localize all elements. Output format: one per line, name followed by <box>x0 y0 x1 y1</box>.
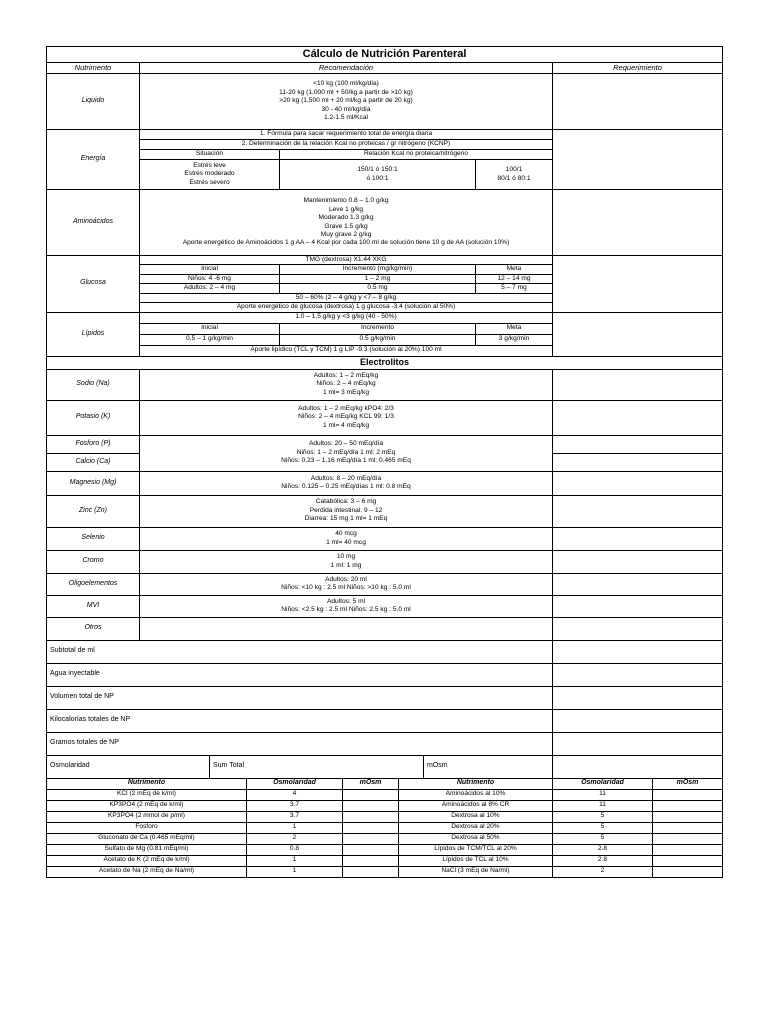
header-requirement: Requerimiento <box>553 63 723 74</box>
glucosa-meta-adultos: 5 – 7 mg <box>476 284 553 293</box>
glucosa-tmg: TMG (dextrosa) X1.44 XKG <box>140 256 553 265</box>
osmo-osmolaridad-left: 1 <box>247 855 343 866</box>
aminoacidos-recommendation: Mantenimiento 0.8 – 1.0 g/kg Leve 1 g/kg Moderado 1.3 g/kg Grave 1.5 g/kg Muy grave 2 g/kg Aporte energético de Aminoácidos 1 g AA – 4 Kcal por cada 100 ml de solución tiene 10 g de AA (solución 10%) <box>140 190 553 256</box>
osmo-osmolaridad-left: 3.7 <box>247 800 343 811</box>
selenio-requirement-cell[interactable] <box>553 527 723 550</box>
osmo-mosm-left[interactable] <box>343 822 399 833</box>
mvi-label: MVI <box>47 595 140 617</box>
energia-situations: Estrés leve Estrés moderado Estrés severo <box>140 160 280 190</box>
page-title: Cálculo de Nutrición Parenteral <box>47 47 723 63</box>
osmo-mosm-left[interactable] <box>343 844 399 855</box>
mvi-requirement-cell[interactable] <box>553 595 723 617</box>
cromo-recommendation: 10 mg 1 ml: 1 mg <box>140 550 553 573</box>
otros-label: Otros <box>47 617 140 640</box>
osmo-nutrimento-left: KCl (2 mEq de k/ml) <box>47 789 247 800</box>
energia-relacion-a: 150/1 ó 150:1 ó 100:1 <box>280 160 476 190</box>
osmo-osmolaridad-right: 11 <box>553 800 653 811</box>
sodio-recommendation: Adultos: 1 – 2 mEq/kg Niños: 2 – 4 mEq/kg 1 ml= 3 mEq/kg <box>140 369 553 400</box>
potasio-recommendation: Adultos: 1 – 2 mEq/kg kPO4: 2/3 Niños: 2 – 4 mEq/kg KCL 99: 1/3 1 ml= 4 mEq/kg <box>140 400 553 435</box>
lipidos-range: 1.0 – 1.5 g/kg y <3 g/kg (40 - 50%) <box>140 312 553 323</box>
glucosa-percent: 50 – 60% (2 – 4 g/kg y <7 – 8 g/kg <box>140 293 553 302</box>
osmo-header-mosm-1: mOsm <box>343 778 399 789</box>
subtotal-ml-value[interactable] <box>553 640 723 663</box>
osmo-mosm-left[interactable] <box>343 789 399 800</box>
agua-inyectable-label: Agua inyectable <box>47 663 553 686</box>
osmo-osmolaridad-left: 0.8 <box>247 844 343 855</box>
energia-step2: 2. Determinación de la relación Kcal no proteicas / gr nitrógeno (KCNP) <box>140 140 553 150</box>
liquido-requirement-cell[interactable] <box>553 74 723 130</box>
lipidos-col-incremento: Incremento <box>280 323 476 334</box>
osmo-nutrimento-right: Dextrosa al 20% <box>399 822 553 833</box>
osmolarity-table <box>46 778 723 878</box>
lipidos-requirement-cell[interactable] <box>553 312 723 356</box>
aminoacidos-label: Aminoácidos <box>47 190 140 256</box>
glucosa-meta-ninos: 12 – 14 mg <box>476 274 553 283</box>
energia-step1: 1. Fórmula para sacar requerimiento total de energía diaria <box>140 130 553 140</box>
energia-relacion-b: 100/1 80/1 ó 80:1 <box>476 160 553 190</box>
osmo-mosm-left[interactable] <box>343 866 399 877</box>
osmo-mosm-right[interactable] <box>653 800 723 811</box>
osmo-table-row <box>47 789 723 800</box>
osmo-table-row <box>47 822 723 833</box>
lipidos-meta: 3 g/kg/min <box>476 334 553 345</box>
oligoelementos-requirement-cell[interactable] <box>553 573 723 595</box>
otros-recommendation-cell[interactable] <box>140 617 553 640</box>
energia-col-relacion: Relación Kcal no proteica/nitrógeno <box>280 150 553 160</box>
cromo-label: Cromo <box>47 550 140 573</box>
osmo-nutrimento-left: Acetato de K (2 mEq de k/ml) <box>47 855 247 866</box>
glucosa-col-meta: Meta <box>476 265 553 274</box>
sodio-label: Sodio (Na) <box>47 369 140 400</box>
liquido-label: Liquido <box>47 74 140 130</box>
selenio-recommendation: 40 mcg 1 ml= 40 mcg <box>140 527 553 550</box>
aminoacidos-requirement-cell[interactable] <box>553 190 723 256</box>
glucosa-col-inicial: Inicial <box>140 265 280 274</box>
osmolaridad-unit: mOsm <box>424 755 553 778</box>
osmo-header-nutrimento-1: Nutrimento <box>47 778 247 789</box>
electrolitos-title: Electrolitos <box>47 356 723 369</box>
osmo-mosm-right[interactable] <box>653 789 723 800</box>
osmolaridad-value[interactable] <box>553 755 723 778</box>
glucosa-inicial-ninos: Niños: 4 -6 mg <box>140 274 280 283</box>
lipidos-incremento: 0.5 g/kg/min <box>280 334 476 345</box>
osmo-mosm-left[interactable] <box>343 811 399 822</box>
osmo-osmolaridad-right: 2.8 <box>553 855 653 866</box>
osmo-mosm-right[interactable] <box>653 822 723 833</box>
selenio-label: Selenio <box>47 527 140 550</box>
osmo-table-row <box>47 844 723 855</box>
osmo-header-mosm-2: mOsm <box>653 778 723 789</box>
glucosa-incremento-ninos: 1 – 2 mg <box>280 274 476 283</box>
osmo-osmolaridad-left: 2 <box>247 833 343 844</box>
magnesio-label: Magnesio (Mg) <box>47 471 140 495</box>
subtotal-ml-label: Subtotal de ml <box>47 640 553 663</box>
osmo-nutrimento-left: Sulfato de Mg (0.81 mEq/ml) <box>47 844 247 855</box>
osmo-mosm-left[interactable] <box>343 855 399 866</box>
calcio-requirement-cell[interactable] <box>553 453 723 471</box>
osmo-nutrimento-left: KP3PO4 (2 mEq de k/ml) <box>47 800 247 811</box>
agua-inyectable-value[interactable] <box>553 663 723 686</box>
glucosa-requirement-cell[interactable] <box>553 256 723 313</box>
osmo-osmolaridad-left: 1 <box>247 822 343 833</box>
energia-col-situacion: Situación <box>140 150 280 160</box>
zinc-label: Zinc (Zn) <box>47 495 140 527</box>
main-table <box>46 46 723 779</box>
oligoelementos-label: Oligoelementos <box>47 573 140 595</box>
gramos-totales-value[interactable] <box>553 732 723 755</box>
osmo-nutrimento-left: Fosforo <box>47 822 247 833</box>
osmo-nutrimento-right: Aminoácidos al 10% <box>399 789 553 800</box>
glucosa-aporte: Aporte energético de glucosa (dextrosa) 1 g glucosa -3.4 (solución al 50%) <box>140 303 553 312</box>
kilocalorias-totales-label: Kilocalorías totales de NP <box>47 709 553 732</box>
osmo-osmolaridad-left: 1 <box>247 866 343 877</box>
glucosa-incremento-adultos: 0.5 mg <box>280 284 476 293</box>
osmo-mosm-right[interactable] <box>653 866 723 877</box>
osmo-osmolaridad-right: 5 <box>553 833 653 844</box>
osmo-nutrimento-left: KP3PO4 (2 mmol de p/ml) <box>47 811 247 822</box>
magnesio-requirement-cell[interactable] <box>553 471 723 495</box>
osmo-table-row <box>47 800 723 811</box>
osmo-mosm-right[interactable] <box>653 833 723 844</box>
osmo-osmolaridad-right: 2.8 <box>553 844 653 855</box>
osmo-nutrimento-left: Gluconato de Ca (0.465 mEq/ml) <box>47 833 247 844</box>
kilocalorias-totales-value[interactable] <box>553 709 723 732</box>
osmo-table-row <box>47 833 723 844</box>
header-nutrient: Nutrimento <box>47 63 140 74</box>
osmo-table-row <box>47 855 723 866</box>
osmo-header-nutrimento-2: Nutrimento <box>399 778 553 789</box>
osmo-osmolaridad-right: 5 <box>553 811 653 822</box>
energia-requirement-cell[interactable] <box>553 130 723 190</box>
osmo-nutrimento-right: Dextrosa al 50% <box>399 833 553 844</box>
volumen-total-label: Volumen total de NP <box>47 686 553 709</box>
osmo-header-osmolaridad-2: Osmolaridad <box>553 778 653 789</box>
fosforo-label: Fosforo (P) <box>47 435 140 453</box>
fosforo-requirement-cell[interactable] <box>553 435 723 453</box>
osmo-table-row <box>47 811 723 822</box>
osmo-header-osmolaridad-1: Osmolaridad <box>247 778 343 789</box>
glucosa-label: Glucosa <box>47 256 140 313</box>
lipidos-aporte: Aporte lipídico (TCL y TCM) 1 g LIP -9.3 (solución al 20%) 100 ml <box>140 345 553 356</box>
osmo-nutrimento-right: Lípidos de TCL al 10% <box>399 855 553 866</box>
osmo-mosm-right[interactable] <box>653 855 723 866</box>
osmo-nutrimento-right: NaCl (3 mEq de Na/ml) <box>399 866 553 877</box>
glucosa-col-incremento: Incremento (mg/kg/min) <box>280 265 476 274</box>
potasio-label: Potasio (K) <box>47 400 140 435</box>
nutrition-form <box>46 46 722 878</box>
osmo-osmolaridad-right: 5 <box>553 822 653 833</box>
otros-requirement-cell[interactable] <box>553 617 723 640</box>
fosforo-calcio-recommendation: Adultos: 20 – 50 mEq/día Niños: 1 – 2 mEq/día 1 ml: 2 mEq Niños: 0.23 – 1.16 mEq/día 1 ml: 0.465 mEq <box>140 435 553 471</box>
lipidos-col-meta: Meta <box>476 323 553 334</box>
osmolaridad-sum-label: Sum Total <box>210 755 424 778</box>
calcio-label: Calcio (Ca) <box>47 453 140 471</box>
osmo-table-row <box>47 866 723 877</box>
energia-label: Energía <box>47 130 140 190</box>
liquido-recommendation: <10 kg (100 ml/kg/día) 11-20 kg (1,000 ml + 50/kg a partir de >10 kg) >20 kg (1,500 ml + 20 ml/kg a partir de 20 kg) 30 - 40 ml/kg/día 1.2-1.5 ml/Kcal <box>140 74 553 130</box>
lipidos-label: Lípidos <box>47 312 140 356</box>
mvi-recommendation: Adultos: 5 ml Niños: <2.5 kg : 2.5 ml Niños: 2.5 kg : 5.0 ml <box>140 595 553 617</box>
osmo-osmolaridad-left: 3.7 <box>247 811 343 822</box>
glucosa-inicial-adultos: Adultos: 2 – 4 mg <box>140 284 280 293</box>
zinc-recommendation: Catabólica: 3 – 6 mg Perdida intestinal: 9 – 12 Diarrea: 15 mg 1 ml= 1 mEq <box>140 495 553 527</box>
osmo-mosm-right[interactable] <box>653 844 723 855</box>
lipidos-inicial: 0.5 – 1 g/kg/min <box>140 334 280 345</box>
osmo-mosm-left[interactable] <box>343 800 399 811</box>
osmo-mosm-right[interactable] <box>653 811 723 822</box>
osmo-nutrimento-right: Aminoácidos al 8% CR <box>399 800 553 811</box>
gramos-totales-label: Gramos totales de NP <box>47 732 553 755</box>
sodio-requirement-cell[interactable] <box>553 369 723 400</box>
oligoelementos-recommendation: Adultos: 20 ml Niños: <10 kg : 2.5 ml Niños: >10 kg : 5.0 ml <box>140 573 553 595</box>
osmo-osmolaridad-right: 2 <box>553 866 653 877</box>
header-recommendation: Recomendación <box>140 63 553 74</box>
osmolaridad-label: Osmolaridad <box>47 755 210 778</box>
osmo-osmolaridad-right: 11 <box>553 789 653 800</box>
potasio-requirement-cell[interactable] <box>553 400 723 435</box>
osmo-mosm-left[interactable] <box>343 833 399 844</box>
magnesio-recommendation: Adultos: 8 – 20 mEq/día Niños: 0.125 – 0.25 mEq/días 1 ml: 0.8 mEq <box>140 471 553 495</box>
osmo-nutrimento-left: Acetato de Na (2 mEq de Na/ml) <box>47 866 247 877</box>
osmo-nutrimento-right: Lípidos de TCM/TCL al 20% <box>399 844 553 855</box>
osmo-osmolaridad-left: 4 <box>247 789 343 800</box>
cromo-requirement-cell[interactable] <box>553 550 723 573</box>
volumen-total-value[interactable] <box>553 686 723 709</box>
zinc-requirement-cell[interactable] <box>553 495 723 527</box>
osmo-nutrimento-right: Dextrosa al 10% <box>399 811 553 822</box>
lipidos-col-inicial: Inicial <box>140 323 280 334</box>
